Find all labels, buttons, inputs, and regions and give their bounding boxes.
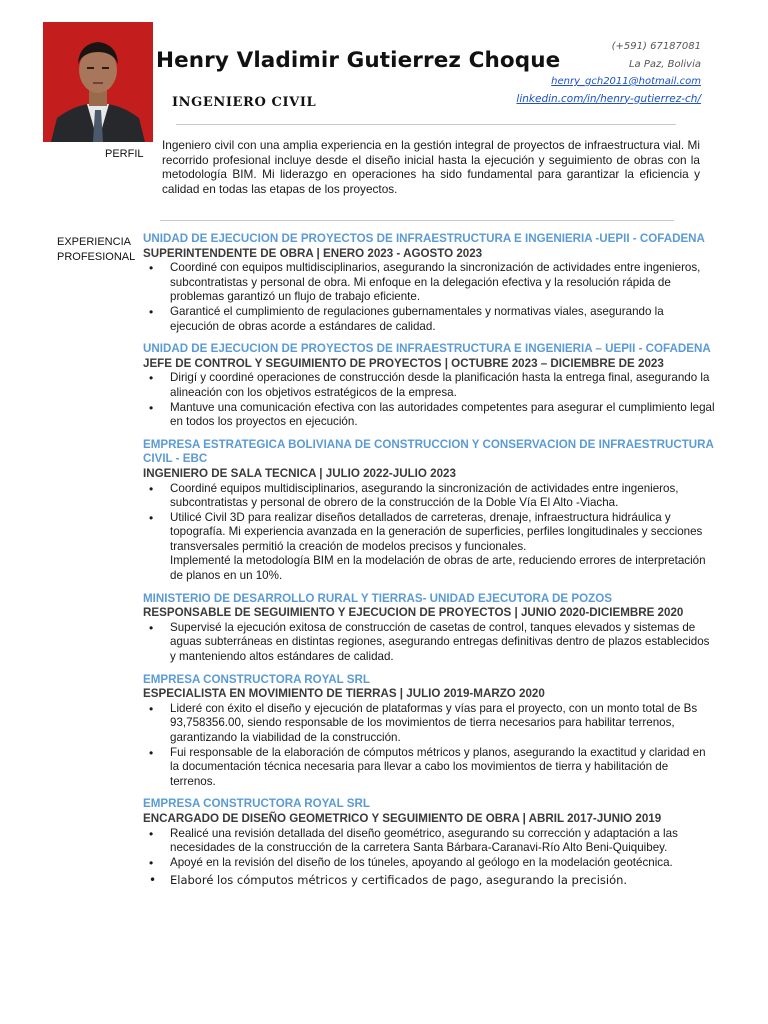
role-title: RESPONSABLE DE SEGUIMIENTO Y EJECUCION DE PROYECTOS | JUNIO 2020-DICIEMBRE 2020 <box>143 606 684 620</box>
candidate-name: Henry Vladimir Gutierrez Choque <box>156 48 561 73</box>
bullet-list <box>143 702 715 790</box>
job-entry <box>143 797 715 888</box>
role-title: ENCARGADO DE DISEÑO GEOMETRICO Y SEGUIMIENTO DE OBRA | ABRIL 2017-JUNIO 2019 <box>143 811 662 825</box>
bullet-item: • Supervisé la ejecución exitosa de construcción de casetas de control, tanques elevados y sistemas de aguas subterráneas en distintas regiones, asegurando entregas definitivas dentro de plazos establecidos y manteniendo altos estándares de calidad. <box>143 621 715 665</box>
bullet-list <box>143 482 715 584</box>
bullet-item: • Elaboré los cómputos métricos y certificados de pago, asegurando la precisión. <box>143 872 715 888</box>
employer-name: MINISTERIO DE DESARROLLO RURAL Y TIERRAS- UNIDAD EJECUTORA DE POZOS <box>143 591 612 605</box>
email-link[interactable]: henry_gch2011@hotmail.com <box>551 76 701 87</box>
bullet-item: • Fui responsable de la elaboración de cómputos métricos y planos, asegurando la exactitud y claridad en la documentación técnica necesaria para llevar a cabo los movimientos de tierra y habilitación de terrenos. <box>143 746 715 790</box>
bullet-item: • Utilicé Civil 3D para realizar diseños detallados de carreteras, drenaje, infraestructura hidráulica y topografía. Mi experiencia avanzada en la generación de superficies, perfiles longitudinales y secciones transversales permitió la creación de modelos precisos y funcionales. <box>143 511 715 555</box>
role-title: INGENIERO DE SALA TECNICA | JULIO 2022-JULIO 2023 <box>143 466 456 480</box>
bullet-item: • Coordiné con equipos multidisciplinarios, asegurando la sincronización de actividades entre ingenieros, subcontratistas y personal de obra. Mi enfoque en la delegación efectiva y la resolución rápida de problemas garantizó un flujo de trabajo eficiente. <box>143 261 715 305</box>
job-entry <box>143 592 715 665</box>
role-title: JEFE DE CONTROL Y SEGUIMIENTO DE PROYECTOS | OCTUBRE 2023 – DICIEMBRE DE 2023 <box>143 356 664 370</box>
bullet-list <box>143 827 715 889</box>
job-entry <box>143 342 715 430</box>
job-title: INGENIERO CIVIL <box>172 95 317 110</box>
linkedin-link[interactable]: linkedin.com/in/henry-gutierrez-ch/ <box>516 92 701 105</box>
job-entry <box>143 438 715 584</box>
role-title: ESPECIALISTA EN MOVIMIENTO DE TIERRAS | JULIO 2019-MARZO 2020 <box>143 687 545 701</box>
bullet-list <box>143 621 715 665</box>
role-title: SUPERINTENDENTE DE OBRA | ENERO 2023 - AGOSTO 2023 <box>143 246 483 260</box>
bullet-item: • Garanticé el cumplimiento de regulaciones gubernamentales y normativas viales, asegurando la ejecución de obras acorde a estándares de calidad. <box>143 305 715 334</box>
bullet-item: • Apoyé en la revisión del diseño de los túneles, apoyando al geólogo en la modelación geotécnica. <box>143 856 715 871</box>
phone-number: (+591) 67187081 <box>611 41 701 52</box>
location: La Paz, Bolivia <box>628 58 701 70</box>
job-entry <box>143 232 715 334</box>
bullet-list <box>143 261 715 334</box>
section-label-experience <box>57 235 135 265</box>
experience-list <box>143 232 715 896</box>
employer-name: EMPRESA CONSTRUCTORA ROYAL SRL <box>143 672 370 686</box>
bullet-list <box>143 371 715 429</box>
bullet-item: • Mantuve una comunicación efectiva con las autoridades competentes para asegurar el cumplimiento legal en todos los proyectos en ejecución. <box>143 401 715 430</box>
header-divider <box>176 124 676 125</box>
bullet-item: • Coordiné equipos multidisciplinarios, asegurando la sincronización de actividades entre ingenieros, subcontratistas y personal de obrero de la construcción de la Doble Vía El Alto -Viacha. <box>143 482 715 511</box>
bullet-item: • Lideré con éxito el diseño y ejecución de plataformas y vías para el proyecto, con un monto total de Bs 93,758356.00, siendo responsable de los movimientos de tierra necesarios para habilitar terrenos, garantizando la viabilidad de la construcción. <box>143 702 715 746</box>
profile-photo <box>43 22 153 142</box>
bullet-item: • Realicé una revisión detallada del diseño geométrico, asegurando su corrección y adaptación a las necesidades de la construcción de la carretera Santa Bárbara-Caranavi-Río Alto Beni-Quiquibey. <box>143 827 715 856</box>
profile-text: Ingeniero civil con una amplia experiencia en la gestión integral de proyectos de infraestructura vial. Mi recorrido profesional incluye desde el diseño inicial hasta la ejecución y seguimiento de obras con la metodología BIM. Mi liderazgo en operaciones ha sido fundamental para garantizar la eficiencia y calidad en todas las etapas de los proyectos. <box>162 138 700 196</box>
section-label-line: PROFESIONAL <box>57 251 136 263</box>
employer-name: UNIDAD DE EJECUCION DE PROYECTOS DE INFRAESTRUCTURA E INGENIERIA -UEPII - COFADENA <box>143 232 705 245</box>
bullet-continuation: Implementé la metodología BIM en la modelación de obras de arte, reduciendo errores de interpretación de planos en un 10%. <box>170 554 706 583</box>
contact-block <box>516 38 701 108</box>
employer-name: EMPRESA CONSTRUCTORA ROYAL SRL <box>143 797 370 811</box>
section-label-profile: PERFIL <box>105 148 144 160</box>
job-entry <box>143 673 715 790</box>
profile-divider <box>160 220 674 221</box>
section-label-line: EXPERIENCIA <box>57 236 131 248</box>
bullet-item: • Dirigí y coordiné operaciones de construcción desde la planificación hasta la entrega final, asegurando la alineación con los objetivos estratégicos de la empresa. <box>143 371 715 400</box>
employer-name: EMPRESA ESTRATEGICA BOLIVIANA DE CONSTRUCCION Y CONSERVACION DE INFRAESTRUCTURA CIVIL - EBC <box>143 437 714 466</box>
employer-name: UNIDAD DE EJECUCION DE PROYECTOS DE INFRAESTRUCTURA E INGENIERIA – UEPII - COFADENA <box>143 342 711 356</box>
